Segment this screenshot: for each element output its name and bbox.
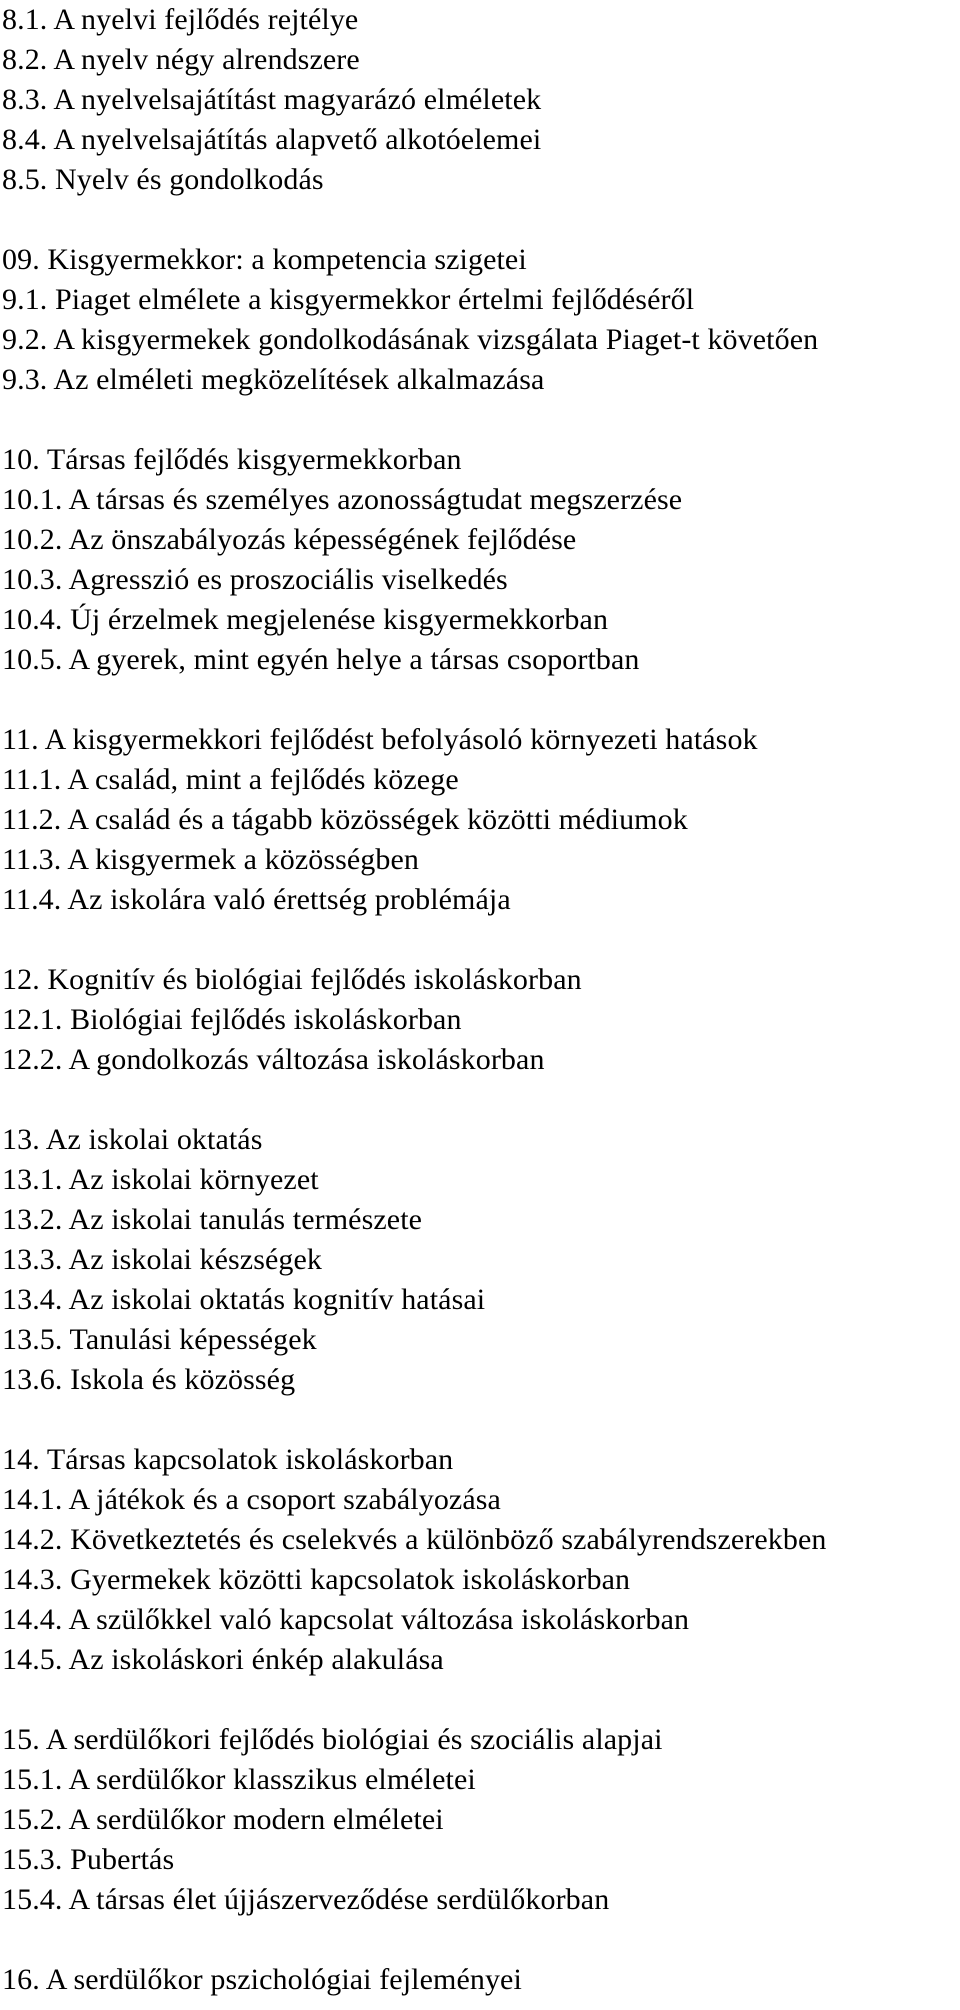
toc-entry: 11.3. A kisgyermek a közösségben [2,843,420,876]
section-spacer [2,1400,960,1440]
toc-entry: 10.3. Agresszió es proszociális viselkedés [2,563,508,596]
chapter-heading: 14. Társas kapcsolatok iskoláskorban [2,1443,454,1476]
toc-entry: 10.5. A gyerek, mint egyén helye a társas csoportban [2,643,640,676]
toc-entry: 8.2. A nyelv négy alrendszere [2,43,360,76]
toc-entry: 14.5. Az iskoláskori énkép alakulása [2,1643,444,1676]
toc-entry: 13.1. Az iskolai környezet [2,1163,319,1196]
section-spacer [2,1080,960,1120]
section-spacer [2,400,960,440]
toc-entry: 14.3. Gyermekek közötti kapcsolatok iskoláskorban [2,1563,631,1596]
chapter-heading: 11. A kisgyermekkori fejlődést befolyásoló környezeti hatások [2,723,758,756]
section-spacer [2,1680,960,1720]
toc-entry: 11.4. Az iskolára való érettség problémája [2,883,511,916]
toc-entry: 9.2. A kisgyermekek gondolkodásának vizsgálata Piaget-t követően [2,323,819,356]
toc-entry: 13.4. Az iskolai oktatás kognitív hatásai [2,1283,486,1316]
toc-entry: 9.1. Piaget elmélete a kisgyermekkor értelmi fejlődéséről [2,283,695,316]
toc-entry: 10.4. Új érzelmek megjelenése kisgyermekkorban [2,603,609,636]
toc-entry: 13.3. Az iskolai készségek [2,1243,323,1276]
toc-entry: 14.4. A szülőkkel való kapcsolat változása iskoláskorban [2,1603,690,1636]
toc-entry: 13.6. Iskola és közösség [2,1363,296,1396]
chapter-heading: 09. Kisgyermekkor: a kompetencia szigetei [2,243,527,276]
chapter-heading: 13. Az iskolai oktatás [2,1123,263,1156]
toc-entry: 8.1. A nyelvi fejlődés rejtélye [2,3,359,36]
toc-entry: 10.2. Az önszabályozás képességének fejlődése [2,523,577,556]
toc-entry: 13.5. Tanulási képességek [2,1323,317,1356]
toc-entry: 14.1. A játékok és a csoport szabályozása [2,1483,501,1516]
section-spacer [2,200,960,240]
toc-entry: 15.3. Pubertás [2,1843,175,1876]
chapter-heading: 12. Kognitív és biológiai fejlődés iskoláskorban [2,963,582,996]
section-spacer [2,920,960,960]
toc-entry: 11.1. A család, mint a fejlődés közege [2,763,459,796]
toc-entry: 12.1. Biológiai fejlődés iskoláskorban [2,1003,462,1036]
toc-entry: 8.5. Nyelv és gondolkodás [2,163,324,196]
section-spacer [2,1920,960,1960]
chapter-heading: 15. A serdülőkori fejlődés biológiai és szociális alapjai [2,1723,663,1756]
toc-entry: 13.2. Az iskolai tanulás természete [2,1203,423,1236]
toc-entry: 15.2. A serdülőkor modern elméletei [2,1803,444,1836]
toc-entry: 15.4. A társas élet újjászerveződése serdülőkorban [2,1883,610,1916]
toc-entry: 8.4. A nyelvelsajátítás alapvető alkotóelemei [2,123,542,156]
toc-entry: 11.2. A család és a tágabb közösségek közötti médiumok [2,803,688,836]
toc-entry: 8.3. A nyelvelsajátítást magyarázó elméletek [2,83,542,116]
chapter-heading: 16. A serdülőkor pszichológiai fejleményei [2,1963,522,1996]
toc-entry: 14.2. Következtetés és cselekvés a különböző szabályrendszerekben [2,1523,827,1556]
toc-entry: 15.1. A serdülőkor klasszikus elméletei [2,1763,476,1796]
toc-entry: 12.2. A gondolkozás változása iskoláskorban [2,1043,545,1076]
toc-entry: 9.3. Az elméleti megközelítések alkalmazása [2,363,545,396]
chapter-heading: 10. Társas fejlődés kisgyermekkorban [2,443,462,476]
toc-entry: 10.1. A társas és személyes azonosságtudat megszerzése [2,483,683,516]
section-spacer [2,680,960,720]
